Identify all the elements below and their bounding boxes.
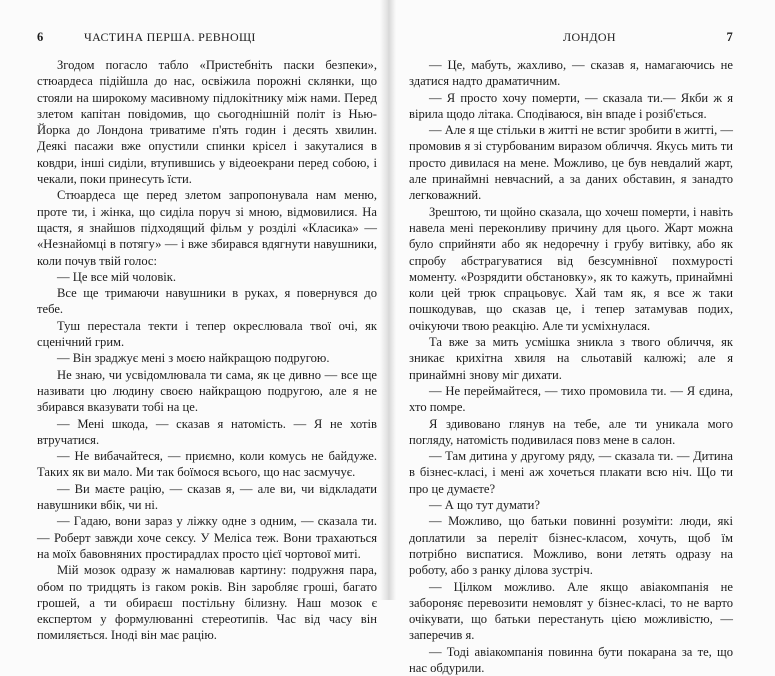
paragraph: Я здивовано глянув на тебе, але ти уникала мого погляду, натомість подивилася повз мене в салон. — [409, 416, 733, 447]
paragraph: — Але я ще стільки в житті не встиг зробити в житті, — промовив я зі стурбованим виразом обличчя. Якусь мить ти просто дивилася на мене. Можливо, це був невдалий жарт, але принаймні невчасний, а за даних обставин, я занадто легковажний. — [409, 123, 733, 203]
left-page-text — [37, 57, 377, 644]
left-running-title: ЧАСТИНА ПЕРША. РЕВНОЩІ — [84, 30, 256, 44]
right-page — [387, 0, 775, 675]
left-page — [0, 0, 387, 643]
paragraph: Все ще тримаючи навушники в руках, я повернувся до тебе. — [37, 286, 377, 317]
paragraph: — Там дитина у другому ряду, — сказала ти. — Дитина в бізнес-класі, і мені аж хочеться плакати всю ніч. Що ти про це думаєте? — [409, 449, 733, 496]
paragraph: — Цілком можливо. Але якщо авіакомпанія не забороняє перевозити немовлят у бізнес-класі, то не варто очікувати, що батьки перестануть цією можливістю, — заперечив я. — [409, 579, 733, 643]
right-page-number: 7 — [726, 30, 733, 44]
paragraph: — Не вибачайтеся, — приємно, коли комусь не байдуже. Таких як ви мало. Ми так боїмося всього, що нас засмучує. — [37, 449, 377, 480]
paragraph: — Він зраджує мені з моєю найкращою подругою. — [57, 351, 330, 366]
book-gutter-shadow — [380, 0, 396, 600]
paragraph: Та вже за мить усмішка зникла з твого обличчя, як зникає крихітна хвиля на сльотавій калюжі; але я принаймні знову міг дихати. — [409, 335, 733, 382]
paragraph: — Не переймайтеся, — тихо промовила ти. — Я єдина, хто помре. — [409, 383, 733, 415]
paragraph: — А що тут думати? — [429, 498, 540, 513]
right-running-head — [409, 30, 733, 48]
paragraph: — Гадаю, вони зараз у ліжку одне з одним, — сказала ти. — Роберт завжди хоче сексу. У Меліса теж. Вони трахаються на моїх бавовняних простирадлах просто цієї чортової миті. — [37, 514, 377, 561]
paragraph: Не знаю, чи усвідомлювала ти сама, як це дивно — все ще називати цю людину своєю найкращою подругою, але я не збирався вказувати тобі на це. — [37, 367, 377, 415]
paragraph: — Я просто хочу померти, — сказала ти.— Якби ж я вірила щодо літака. Сподіваюся, він впаде і розіб'ється. — [409, 90, 733, 121]
right-page-text — [409, 57, 733, 676]
paragraph: Згодом погасло табло «Пристебніть паски безпеки», стюардеса підійшла до нас, освіжила порожні склянки, що стояли на широкому масивному підлокітнику між нами. Перед злетом капітан повідомив, що сьогоднішній політ із Нью-Йорка до Лондона триватиме п'ять годин і десять хвилин. Деякі пасажи вже опустили спинки крісел і закуталися в ковдри, інші сиділи, втупившись у відеоекрани перед собою, і чекали, поки принесуть їсти. — [37, 58, 377, 187]
paragraph: — Це все мій чоловік. — [57, 269, 177, 284]
paragraph: — Ви маєте рацію, — сказав я, — але ви, чи відкладати навушники вбік, чи ні. — [37, 481, 377, 513]
paragraph: Зрештою, ти щойно сказала, що хочеш померти, і навіть навела мені переконливу причину для цього. Жарт можна було сприйняти або як недоречну і грубу витівку, або як спробу абстрагуватися від безсумнівної похмурості моменту. «Розрядити обстановку», як то кажуть, принаймні коли цей трюк спрацьовує. Хай там як, я все ж таки пошкодував, що сказав це, і тепер затамував подих, очікуючи твою реакцію. Але ти усміхнулася. — [409, 204, 733, 333]
paragraph: Туш перестала текти і тепер окреслювала твої очі, як сценічний грим. — [37, 318, 377, 350]
paragraph: — Тоді авіакомпанія повинна бути покарана за те, що нас обдурили. — [409, 644, 733, 675]
paragraph: Стюардеса ще перед злетом запропонувала нам меню, проте ти, і жінка, що сиділа поруч зі мною, відмовилися. На щастя, я знайшов підходящий фільм у розділі «Класика» — «Незнайомці в потягу» — і вже збирався вдягнути навушники, коли почув твій голос: — [37, 188, 377, 268]
right-running-title: ЛОНДОН — [563, 30, 616, 44]
left-page-number: 6 — [37, 30, 44, 44]
paragraph: — Це, мабуть, жахливо, — сказав я, намагаючись не здатися надто драматичним. — [409, 58, 733, 89]
paragraph: Мій мозок одразу ж намалював картину: подружня пара, обом по тридцять із гаком років. Він заробляє гроші, багато грошей, а ти обираєш постільну білизну. Наш мозок є експертом у формулюванні стереотипів. Час від часу він помиляється. Іноді він має рацію. — [37, 563, 377, 643]
paragraph: — Можливо, що батьки повинні розуміти: люди, які доплатили за переліт бізнес-класом, хочуть, щоб їм потрібно виспатися. Можливо, вони летять одразу на роботу, або з ранку ділова зустріч. — [409, 514, 733, 578]
left-running-head — [37, 30, 377, 48]
paragraph: — Мені шкода, — сказав я натомість. — Я не хотів втручатися. — [37, 416, 377, 447]
